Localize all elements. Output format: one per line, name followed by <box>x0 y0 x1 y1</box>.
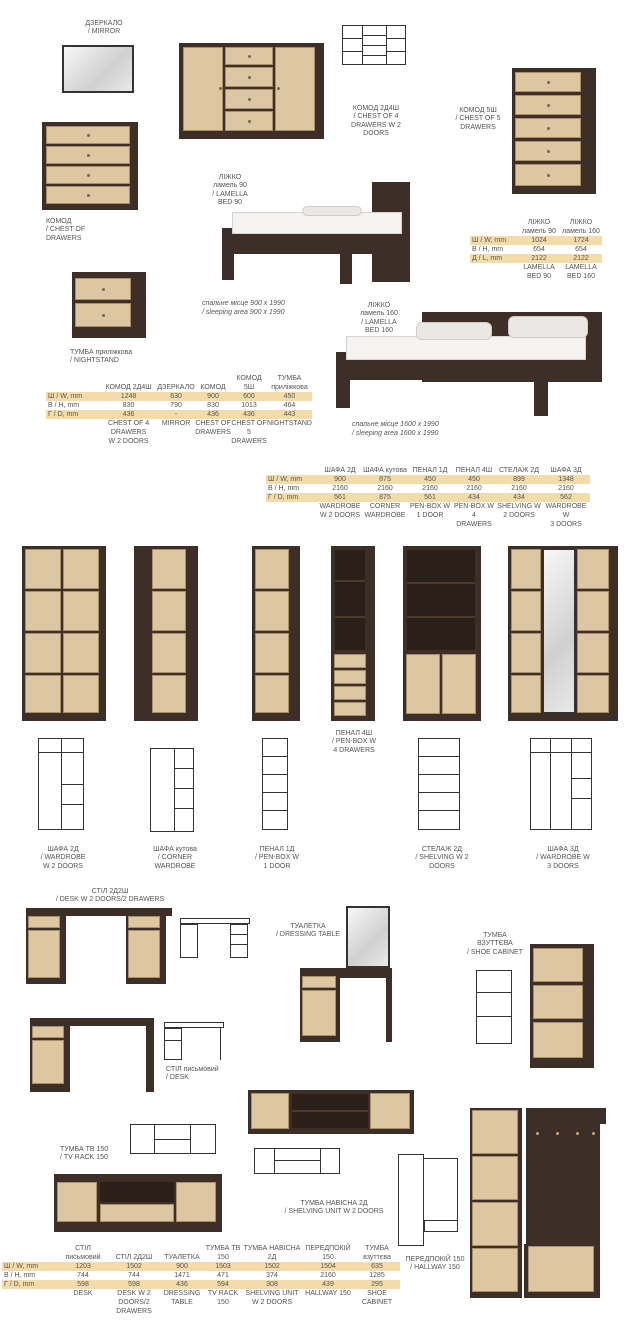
beds-cell: 1724 <box>560 236 602 245</box>
bedroom-cell: 436 <box>195 410 231 419</box>
wardrobe-cell: 900 <box>318 475 362 484</box>
bedroom-footer: CHEST OF DRAWERS <box>195 420 231 436</box>
bed90-label: ЛІЖКО ламель 90 / LAMELLA BED 90 <box>212 174 248 207</box>
shelf2d-image <box>248 1090 414 1134</box>
bedroom-footer: NIGHTSTAND <box>266 420 312 427</box>
wardrobe-spec-table <box>266 466 590 529</box>
office-cell: 598 <box>58 1280 108 1289</box>
office-cell: 374 <box>242 1271 302 1280</box>
wardrobe-cell: 434 <box>452 493 496 502</box>
beds-header-1: ЛІЖКО ламель 160 <box>562 219 600 235</box>
office-header: ТУМБА ТВ 150 <box>205 1245 241 1261</box>
bedroom-cell: 1248 <box>100 392 157 401</box>
wardrobe-cell: 2160 <box>496 484 542 493</box>
bedroom-cell: 830 <box>100 401 157 410</box>
office-cell: 598 <box>108 1280 160 1289</box>
office-footer: SHOE CABINET <box>361 1290 393 1306</box>
wardrobe-cell: 875 <box>362 475 408 484</box>
office-header: СТІЛ 2Д2Ш <box>115 1254 153 1261</box>
commode-5sh-label: КОМОД 5Ш / CHEST OF 5 DRAWERS <box>455 107 501 131</box>
wardrobe-cell: 2160 <box>408 484 452 493</box>
wardrobe-header: ПЕНАЛ 1Д <box>412 467 448 474</box>
beds-cell: 2122 <box>518 254 560 263</box>
wardrobe2-image <box>22 546 106 721</box>
bedroom-header-4: ТУМБА приліжкова <box>271 375 308 391</box>
office-cell: 1502 <box>242 1262 302 1271</box>
mirror-label: ДЗЕРКАЛО / MIRROR <box>85 20 123 36</box>
wardrobe-cell: 2160 <box>452 484 496 493</box>
wardrobe-footer: PEN-BOX W 4 DRAWERS <box>453 503 495 528</box>
commode-label: КОМОД / CHEST OF DRAWERS <box>46 218 86 242</box>
wardrobe-footer: WARDROBE W 2 DOORS <box>319 503 361 519</box>
office-cell: 594 <box>204 1280 242 1289</box>
wardrobe-header: ШАФА 3Д <box>550 467 582 474</box>
office-footer: SHELVING UNIT W 2 DOORS <box>245 1290 299 1306</box>
office-cell: 295 <box>354 1280 400 1289</box>
beds-row-label: В / H, mm <box>470 245 518 254</box>
bedroom-row-label: В / H, mm <box>46 401 100 410</box>
shelving2-drawing <box>418 738 464 834</box>
wardrobe3-drawing <box>530 738 594 834</box>
bedroom-row-label: Ш / W, mm <box>46 392 100 401</box>
office-footer: DRESSING TABLE <box>163 1290 201 1306</box>
wardrobe-cell: 450 <box>408 475 452 484</box>
beds-footer-1: LAMELLA BED 160 <box>565 264 597 280</box>
office-cell: 436 <box>160 1280 204 1289</box>
sleep160-caption: спальне місце 1600 х 1990 / sleeping area 1600 х 1990 <box>352 421 439 437</box>
beds-cell: 2122 <box>560 254 602 263</box>
shoe-image <box>530 944 594 1068</box>
wardrobe-row-label: В / H, mm <box>266 484 318 493</box>
dressing-image <box>300 906 392 1044</box>
office-footer: HALLWAY 150 <box>305 1290 351 1297</box>
bedroom-cell: 436 <box>231 410 267 419</box>
wardrobe-row-label: Ш / W, mm <box>266 475 318 484</box>
bedroom-footer: MIRROR <box>161 420 191 427</box>
beds-footer-0: LAMELLA BED 90 <box>523 264 555 280</box>
bedroom-cell: - <box>157 410 195 419</box>
wardrobe-cell: 561 <box>318 493 362 502</box>
office-cell: 744 <box>108 1271 160 1280</box>
office-row-label: Г / D, mm <box>2 1280 58 1289</box>
office-spec-table <box>2 1244 400 1316</box>
penal1-image <box>252 546 300 721</box>
wardrobe-header: ПЕНАЛ 4Ш <box>455 467 493 474</box>
bed160-label: ЛІЖКО ламель 160 / LAMELLA BED 160 <box>360 302 398 335</box>
beds-row-label: Ш / W, mm <box>470 236 518 245</box>
penal1-drawing <box>262 738 292 834</box>
bedroom-spec-table <box>46 374 312 446</box>
tv150-label: ТУМБА ТВ 150 / TV RACK 150 <box>60 1146 109 1162</box>
office-cell: 1471 <box>160 1271 204 1280</box>
desk-label: СТІЛ письмовий / DESK <box>166 1066 219 1082</box>
shoe-drawing <box>476 970 516 1048</box>
bedroom-footer: CHEST OF 5 DRAWERS <box>231 420 267 445</box>
wardrobe-header: СТЕЛАЖ 2Д <box>498 467 540 474</box>
bedroom-header-2: КОМОД <box>200 384 226 391</box>
bedroom-row-label: Г / D, mm <box>46 410 100 419</box>
nightstand-label: ТУМБА приліжкова / NIGHTSTAND <box>70 349 133 365</box>
wardrobe-cell: 562 <box>542 493 590 502</box>
shelving2-image <box>403 546 481 721</box>
wardrobe-cell: 875 <box>362 493 408 502</box>
wardrobe3-label: ШАФА 3Д / WARDROBE W 3 DOORS <box>536 846 590 870</box>
wardrobe-footer: PEN-BOX W 1 DOOR <box>409 503 451 519</box>
tv150-image <box>54 1174 222 1232</box>
office-cell: 471 <box>204 1271 242 1280</box>
hallway-drawing <box>398 1154 462 1250</box>
hallway-image <box>470 1108 606 1298</box>
penal4-image <box>331 546 375 721</box>
office-cell: 308 <box>242 1280 302 1289</box>
wardrobe2-drawing <box>38 738 86 834</box>
bedroom-cell: 630 <box>157 392 195 401</box>
bedroom-cell: 1013 <box>231 401 267 410</box>
corner-wardrobe-drawing <box>150 738 198 834</box>
commode-5sh-image <box>512 68 596 194</box>
wardrobe-header: ШАФА 2Д <box>324 467 356 474</box>
wardrobe-cell: 2160 <box>362 484 408 493</box>
tv150-drawing <box>130 1124 218 1158</box>
office-header: ТУАЛЕТКА <box>164 1254 200 1261</box>
shoe-label: ТУМБА ВЗУТТЄВА / SHOE CABINET <box>466 932 523 956</box>
office-cell: 2160 <box>302 1271 354 1280</box>
bedroom-cell: 600 <box>231 392 267 401</box>
beds-cell: 654 <box>518 245 560 254</box>
bedroom-cell: 464 <box>267 401 312 410</box>
wardrobe3-image <box>508 546 618 721</box>
wardrobe-cell: 899 <box>496 475 542 484</box>
bedroom-header-3: КОМОД 5Ш <box>236 375 262 391</box>
office-cell: 1502 <box>108 1262 160 1271</box>
bedroom-header-0: КОМОД 2Д4Ш <box>105 384 152 391</box>
office-row-label: В / H, mm <box>2 1271 58 1280</box>
wardrobe-cell: 2160 <box>542 484 590 493</box>
shelf2d-label: ТУМБА НАВІСНА 2Д / SHELVING UNIT W 2 DOORS <box>284 1200 384 1216</box>
office-cell: 744 <box>58 1271 108 1280</box>
dressing-label: ТУАЛЕТКА / DRESSING TABLE <box>276 923 340 939</box>
beds-spec-table <box>470 218 602 281</box>
beds-header-0: ЛІЖКО ламель 90 <box>522 219 556 235</box>
office-row-label: Ш / W, mm <box>2 1262 58 1271</box>
commode-2d4sh-label: КОМОД 2Д4Ш / CHEST OF 4 DRAWERS W 2 DOORS <box>351 105 401 138</box>
commode-image <box>42 122 138 210</box>
office-cell: 900 <box>160 1262 204 1271</box>
office-header: СТІЛ письмовий <box>65 1245 101 1261</box>
office-cell: 635 <box>354 1262 400 1271</box>
office-header: ТУМБА взуттєва <box>363 1245 391 1261</box>
bedroom-cell: 450 <box>267 392 312 401</box>
desk2d2sh-label: СТІЛ 2Д2Ш / DESK W 2 DOORS/2 DRAWERS <box>55 888 165 904</box>
bedroom-cell: 830 <box>195 401 231 410</box>
wardrobe-footer: SHELVING W 2 DOORS <box>497 503 541 519</box>
wardrobe-cell: 434 <box>496 493 542 502</box>
wardrobe-cell: 561 <box>408 493 452 502</box>
office-cell: 439 <box>302 1280 354 1289</box>
desk2d2sh-drawing <box>180 918 252 962</box>
wardrobe-cell: 450 <box>452 475 496 484</box>
corner-wardrobe-label: ШАФА кутова / CORNER WARDROBE <box>153 846 197 870</box>
bedroom-cell: 436 <box>100 410 157 419</box>
desk-image <box>30 1018 154 1092</box>
bedroom-cell: 790 <box>157 401 195 410</box>
nightstand-image <box>72 272 146 338</box>
wardrobe-cell: 2160 <box>318 484 362 493</box>
bed90-image <box>222 182 412 284</box>
office-cell: 1503 <box>204 1262 242 1271</box>
office-header: ТУМБА НАВІСНА 2Д <box>243 1245 301 1261</box>
shelf2d-drawing <box>254 1148 344 1178</box>
office-header: ПЕРЕДПОКІЙ 150 <box>305 1245 351 1261</box>
commode-2d4sh-drawing <box>342 25 406 67</box>
wardrobe-footer: WARDROBE W 3 DOORS <box>545 503 587 528</box>
sleep90-caption: спальне місце 900 х 1990 / sleeping area 900 х 1990 <box>202 300 285 316</box>
wardrobe2-label: ШАФА 2Д / WARDROBE W 2 DOORS <box>40 846 86 870</box>
office-footer: TV RACK 150 <box>207 1290 239 1306</box>
bedroom-header-1: ДЗЕРКАЛО <box>157 384 195 391</box>
office-cell: 1203 <box>58 1262 108 1271</box>
bedroom-footer: CHEST OF 4 DRAWERS W 2 DOORS <box>108 420 150 445</box>
wardrobe-header: ШАФА кутова <box>363 467 407 474</box>
beds-cell: 654 <box>560 245 602 254</box>
hallway-label: ПЕРЕДПОКІЙ 150 / HALLWAY 150 <box>405 1256 465 1272</box>
beds-row-label: Д / L, mm <box>470 254 518 263</box>
commode-2d4sh-image <box>179 43 324 139</box>
wardrobe-cell: 1348 <box>542 475 590 484</box>
office-cell: 1504 <box>302 1262 354 1271</box>
corner-wardrobe-image <box>134 546 198 721</box>
bedroom-cell: 900 <box>195 392 231 401</box>
penal4-label: ПЕНАЛ 4Ш / PEN-BOX W 4 DRAWERS <box>332 730 376 754</box>
office-cell: 1285 <box>354 1271 400 1280</box>
beds-cell: 1024 <box>518 236 560 245</box>
mirror-image <box>62 45 134 93</box>
wardrobe-row-label: Г / D, mm <box>266 493 318 502</box>
bed160-image <box>336 312 606 420</box>
office-footer: DESK <box>73 1290 93 1297</box>
office-footer: DESK W 2 DOORS/2 DRAWERS <box>116 1290 152 1315</box>
wardrobe-footer: CORNER WARDROBE <box>364 503 406 519</box>
bedroom-cell: 443 <box>267 410 312 419</box>
desk-drawing <box>164 1022 226 1062</box>
shelving2-label: СТЕЛАЖ 2Д / SHELVING W 2 DOORS <box>415 846 469 870</box>
desk2d2sh-image <box>26 908 172 984</box>
penal1-label: ПЕНАЛ 1Д / PEN-BOX W 1 DOOR <box>255 846 299 870</box>
